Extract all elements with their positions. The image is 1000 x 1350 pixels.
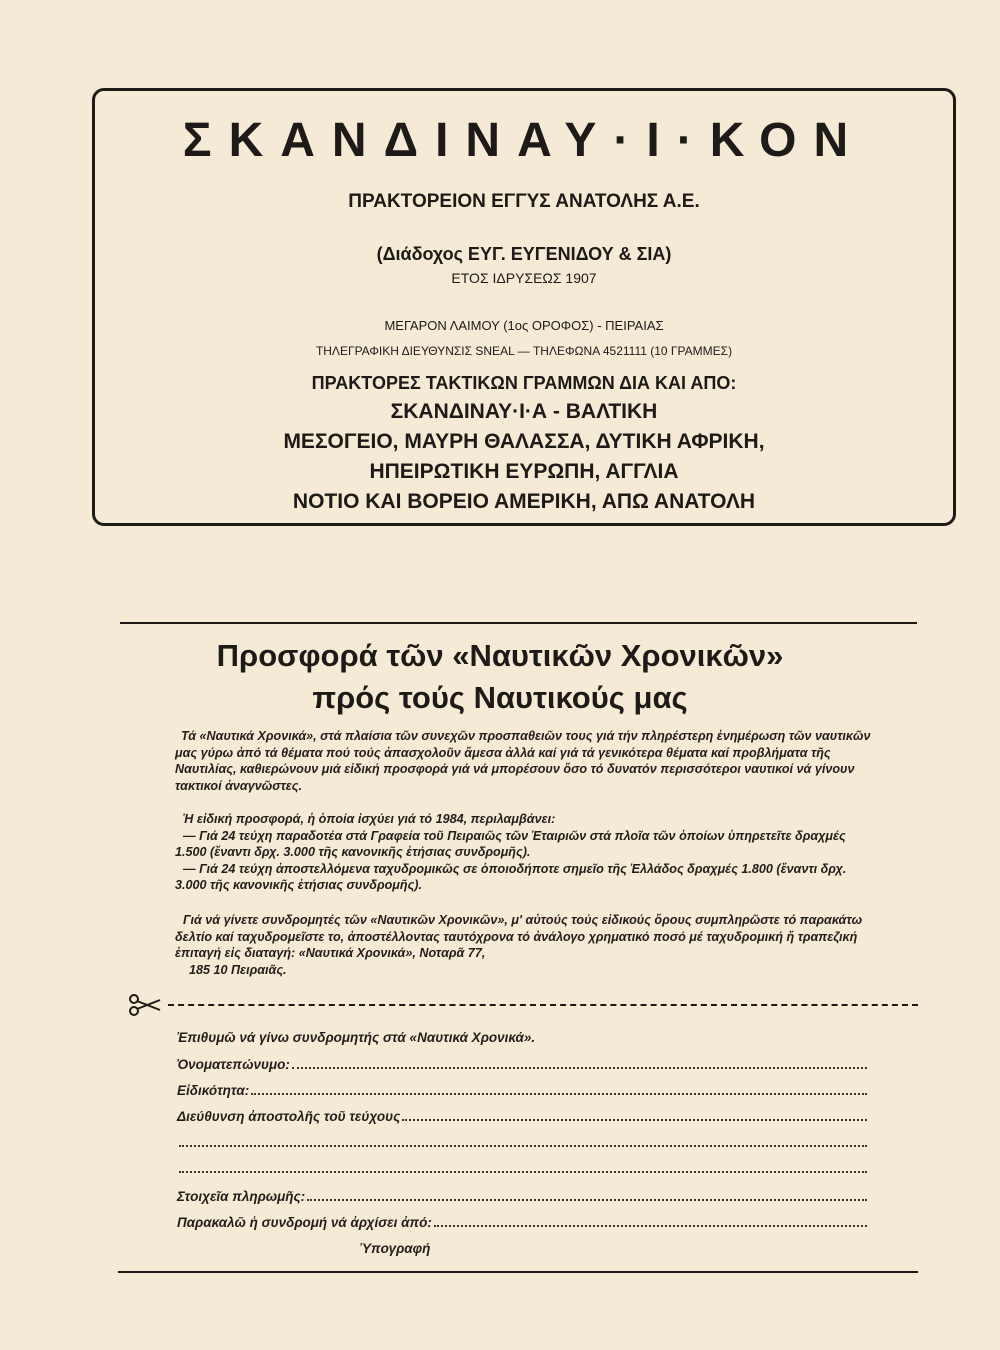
agency-name: ΠΡΑΚΤΟΡΕΙΟΝ ΕΓΓΥΣ ΑΝΑΤΟΛΗΣ Α.Ε. — [348, 191, 700, 212]
payment-field[interactable] — [177, 1187, 867, 1204]
start-date-field[interactable] — [177, 1213, 867, 1230]
specialty-dotted-line[interactable] — [251, 1081, 867, 1095]
route-line: ΗΠΕΙΡΩΤΙΚΗ ΕΥΡΩΠΗ, ΑΓΓΛΙΑ — [369, 460, 679, 483]
offer-paragraph-terms — [175, 811, 875, 894]
telegraph-phone: ΤΗΛΕΓΡΑΦΙΚΗ ΔΙΕΥΘΥΝΣΙΣ SNEAL — ΤΗΛΕΦΩΝΑ 4521111 (10 ΓΡΑΜΜΕΣ) — [315, 344, 733, 358]
company-address: ΜΕΓΑΡΟΝ ΛΑΙΜΟΥ (1ος ΟΡΟΦΟΣ) - ΠΕΙΡΑΙΑΣ — [384, 318, 664, 333]
form-title: Ἐπιθυμῶ νά γίνω συνδρομητής στά «Ναυτικά Χρονικά». — [177, 1030, 536, 1045]
company-name: ΣΚΑΝΔΙΝΑΥ·Ι·ΚΟΝ — [182, 114, 866, 167]
cut-line — [128, 993, 918, 1017]
name-field[interactable] — [177, 1055, 867, 1072]
offer-paragraph-instructions — [175, 912, 885, 978]
start-label: Παρακαλῶ ἡ συνδρομή νά ἀρχίσει ἀπό: — [177, 1215, 432, 1230]
payment-label: Στοιχεῖα πληρωμῆς: — [177, 1189, 306, 1204]
instructions-city: 185 10 Πειραιᾶς. — [189, 962, 287, 977]
offer-subtitle: πρός τούς Ναυτικούς μας — [312, 680, 688, 715]
specialty-field[interactable] — [177, 1081, 867, 1098]
name-dotted-line[interactable] — [292, 1055, 867, 1069]
terms-item: — Γιά 24 τεύχη ἀποστελλόμενα ταχυδρομικῶς σε ὁποιοδήποτε σημεῖο τῆς Ἑλλάδος δραχμές 1.800 (ἔναντι δρχ. 3.000 τῆς κανονικῆς ἐτήσιας συνδρομῆς). — [175, 861, 847, 892]
agents-heading: ΠΡΑΚΤΟΡΕΣ ΤΑΚΤΙΚΩΝ ΓΡΑΜΜΩΝ ΔΙΑ ΚΑΙ ΑΠΟ: — [311, 373, 737, 393]
address-field-line-2[interactable] — [177, 1133, 867, 1147]
route-line: ΣΚΑΝΔΙΝΑΥ·Ι·Α - ΒΑΛΤΙΚΗ — [390, 400, 658, 423]
route-line: ΜΕΣΟΓΕΙΟ, ΜΑΥΡΗ ΘΑΛΑΣΣΑ, ΔΥΤΙΚΗ ΑΦΡΙΚΗ, — [283, 430, 765, 453]
scissors-icon — [128, 993, 162, 1017]
section-divider — [120, 622, 917, 624]
offer-title: Προσφορά τῶν «Ναυτικῶν Χρονικῶν» — [216, 638, 784, 673]
route-line: ΝΟΤΙΟ ΚΑΙ ΒΟΡΕΙΟ ΑΜΕΡΙΚΗ, ΑΠΩ ΑΝΑΤΟΛΗ — [292, 490, 756, 513]
offer-paragraph-intro: Τά «Ναυτικά Χρονικά», στά πλαίσια τῶν συνεχῶν προσπαθειῶν τους γιά τήν πληρέστερη ἐνημέρωση τῶν ναυτικῶν μας γύρω ἀπό τά θέματα πού τούς ἀπασχολοῦν ἄμεσα ἀλλά καί γιά τά γενικότερα θέματα καί προβλήματα τῆς Ναυτιλίας, καθιερώνουν μιά εἰδική προσφορά γιά νά μπορέσουν ὅσο τό δυνατόν περισσότεροι ναυτικοί νά γίνουν τακτικοί ἀναγνῶστες. — [175, 729, 871, 793]
advertisement-box — [92, 88, 956, 526]
name-label: Ὀνοματεπώνυμο: — [177, 1057, 290, 1072]
payment-dotted-line[interactable] — [307, 1187, 867, 1201]
specialty-label: Εἰδικότητα: — [177, 1083, 250, 1098]
address-dotted-line[interactable] — [179, 1133, 867, 1147]
instructions-text: Γιά νά γίνετε συνδρομητές τῶν «Ναυτικῶν Χρονικῶν», μ' αὐτούς τούς εἰδικούς ὅρους συμπληρῶστε τό παρακάτω δελτίο καί ταχυδρομεῖστε το, ἀποστέλλοντας ταυτόχρονα τό ἀνάλογο χρηματικό ποσό μέ ταχυδρομική ἤ τραπεζική ἐπιταγή εἰς διαταγή: «Ναυτικά Χρονικά», Νοταρᾶ 77, — [175, 913, 863, 960]
address-field[interactable] — [177, 1107, 867, 1124]
terms-item: — Γιά 24 τεύχη παραδοτέα στά Γραφεία τοῦ Πειραιῶς τῶν Ἑταιριῶν στά πλοῖα τῶν ὁποίων ὑπηρετεῖτε δραχμές 1.500 (ἔναντι δρχ. 3.000 τῆς κανονικῆς ἐτήσιας συνδρομῆς). — [175, 828, 846, 859]
address-field-line-3[interactable] — [177, 1159, 867, 1173]
address-label: Διεύθυνση ἀποστολῆς τοῦ τεύχους — [177, 1109, 401, 1124]
bottom-divider — [118, 1271, 918, 1273]
dashed-line — [168, 1004, 918, 1006]
signature-label: Ὑπογραφή — [360, 1241, 431, 1256]
successor-line: (Διάδοχος ΕΥΓ. ΕΥΓΕΝΙΔΟΥ & ΣΙΑ) — [376, 244, 672, 264]
address-dotted-line[interactable] — [402, 1107, 867, 1121]
address-dotted-line[interactable] — [179, 1159, 867, 1173]
founded-year: ΕΤΟΣ ΙΔΡΥΣΕΩΣ 1907 — [451, 270, 597, 286]
terms-intro: Ἡ εἰδική προσφορά, ἡ ὁποία ἰσχύει γιά τό 1984, περιλαμβάνει: — [183, 812, 556, 826]
start-dotted-line[interactable] — [434, 1213, 867, 1227]
